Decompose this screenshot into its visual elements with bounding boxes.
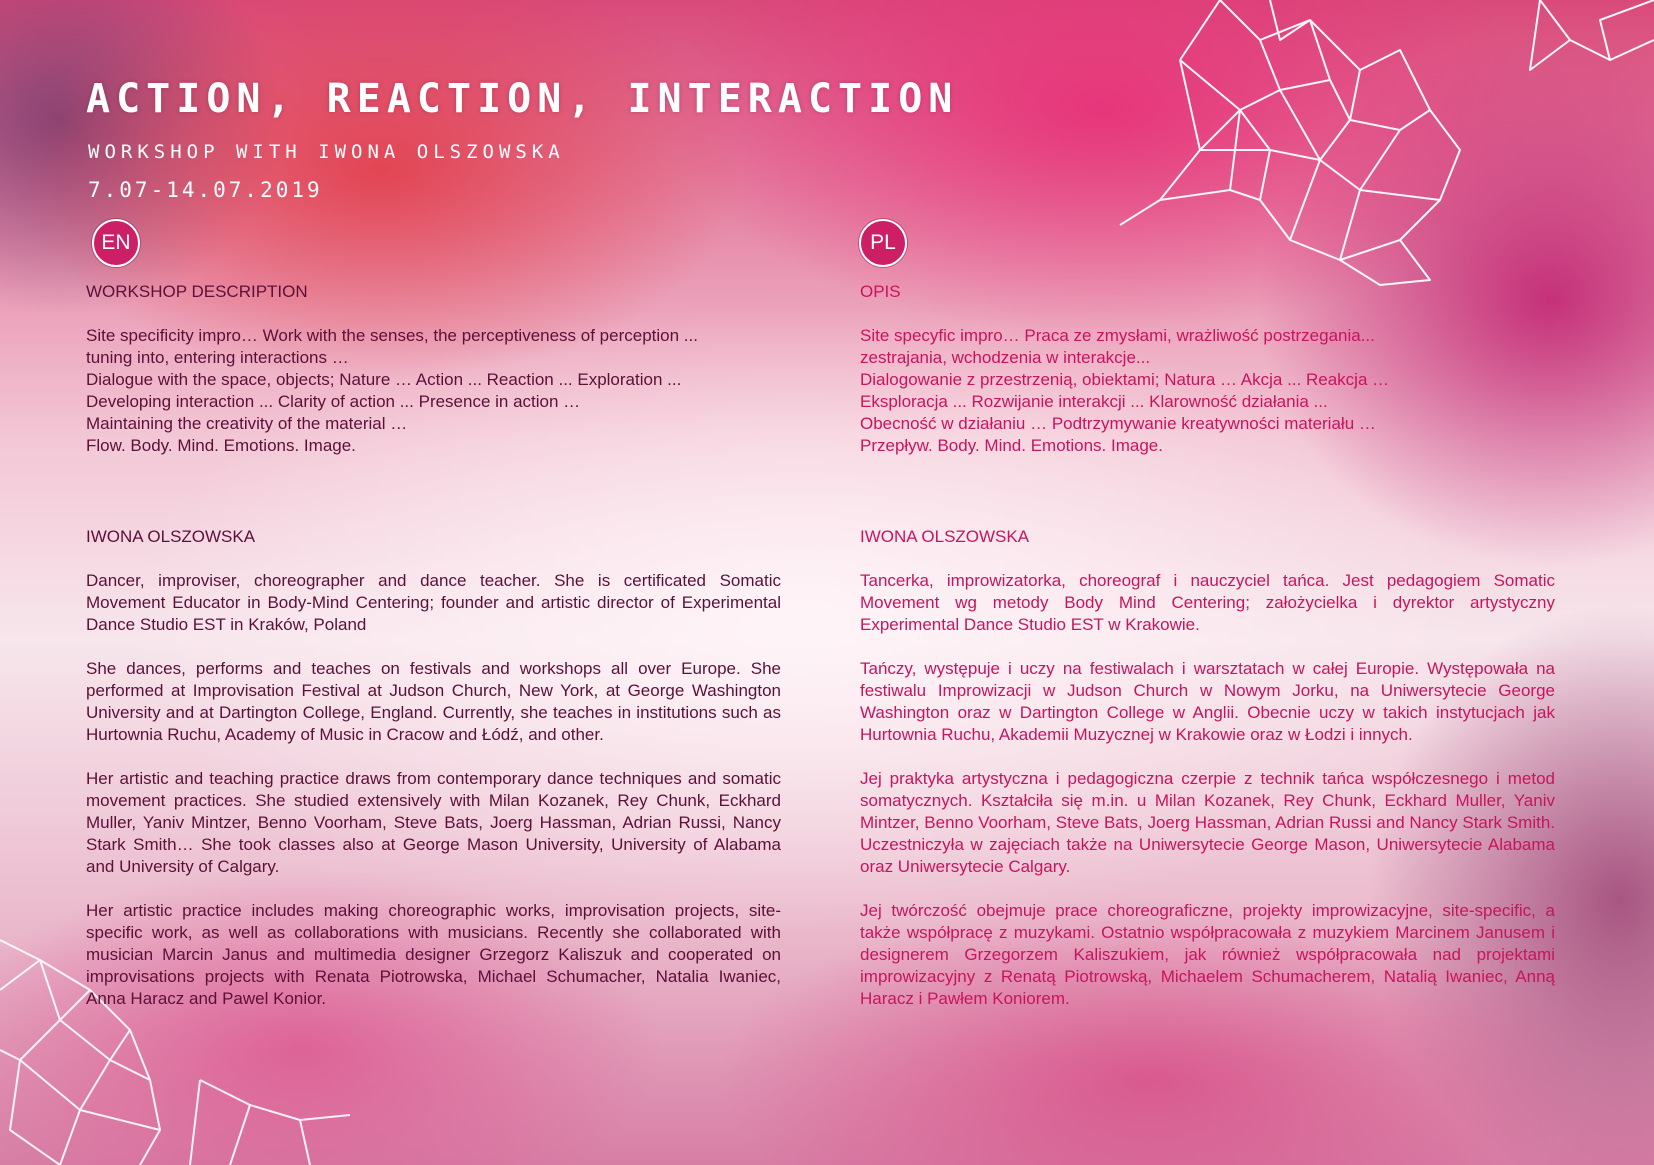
- pl-description-lines: [860, 325, 1555, 457]
- en-description-line: Developing interaction ... Clarity of action ... Presence in action …: [86, 392, 581, 411]
- language-badge-en: EN: [92, 219, 140, 267]
- pl-description-line: Przepływ. Body. Mind. Emotions. Image.: [860, 436, 1163, 455]
- pl-description-section: [860, 281, 1555, 457]
- en-description-section: [86, 281, 781, 457]
- pl-description-line: Obecność w działaniu … Podtrzymywanie kreatywności materiału …: [860, 414, 1376, 433]
- language-badge-pl: PL: [859, 219, 907, 267]
- en-description-line: Dialogue with the space, objects; Nature … Action ... Reaction ... Exploration ...: [86, 370, 682, 389]
- en-bio-section: [86, 526, 781, 1010]
- pl-description-line: Site specyfic impro… Praca ze zmysłami, wrażliwość postrzegania...: [860, 326, 1375, 345]
- en-bio-paragraph: Her artistic practice includes making choreographic works, improvisation projects, site-specific work, as well as collaborations with musicians. Recently she collaborated with musician Marcin Janus and multimedia designer Grzegorz Kaliszuk and cooperated on improvisations projects with Renata Piotrowska, Michael Schumacher, Natalia Iwaniec, Anna Haracz and Pawel Konior.: [86, 901, 781, 1008]
- en-description-heading: WORKSHOP DESCRIPTION: [86, 282, 308, 301]
- pl-bio-paragraph: Jej praktyka artystyczna i pedagogiczna czerpie z technik tańca współczesnego i metod somatycznych. Kształciła się m.in. u Milan Kozanek, Rey Chunk, Eckhard Muller, Yaniv Mintzer, Benno Voorham, Steve Bats, Joerg Hassman, Adrian Russi and Nancy Stark Smith. Uczestniczyła w zajęciach także na Uniwersytecie George Mason, Uniwersytecie Alabama oraz Uniwersytecie Calgary.: [860, 769, 1555, 876]
- en-description-line: tuning into, entering interactions …: [86, 348, 349, 367]
- en-bio-paragraph: Her artistic and teaching practice draws from contemporary dance techniques and somatic movement practices. She studied extensively with Milan Kozanek, Rey Chunk, Eckhard Muller, Yaniv Mintzer, Benno Voorham, Steve Bats, Joerg Hassman, Adrian Russi, Nancy Stark Smith… She took classes also at George Mason University, University of Alabama and University of Calgary.: [86, 769, 781, 876]
- geometric-line-art-top-right: [1100, 0, 1654, 290]
- page-subtitle: WORKSHOP WITH IWONA OLSZOWSKA: [88, 141, 565, 163]
- pl-description-line: Eksploracja ... Rozwijanie interakcji ... Klarowność działania ...: [860, 392, 1328, 411]
- en-description-line: Flow. Body. Mind. Emotions. Image.: [86, 436, 356, 455]
- pl-description-line: zestrajania, wchodzenia w interakcje...: [860, 348, 1151, 367]
- pl-description-heading: OPIS: [860, 282, 901, 301]
- pl-bio-paragraph: Tancerka, improwizatorka, choreograf i nauczyciel tańca. Jest pedagogiem Somatic Movement wg metody Body Mind Centering; założycielka i dyrektor artystyczny Experimental Dance Studio EST w Krakowie.: [860, 571, 1555, 634]
- workshop-dates: 7.07-14.07.2019: [88, 178, 323, 202]
- en-bio-paragraph: Dancer, improviser, choreographer and dance teacher. She is certificated Somatic Movement Educator in Body-Mind Centering; founder and artistic director of Experimental Dance Studio EST in Kraków, Poland: [86, 571, 781, 634]
- en-description-line: Site specificity impro… Work with the senses, the perceptiveness of perception ...: [86, 326, 698, 345]
- en-bio-heading: IWONA OLSZOWSKA: [86, 527, 256, 546]
- en-description-line: Maintaining the creativity of the material …: [86, 414, 408, 433]
- pl-bio-section: [860, 526, 1555, 1010]
- pl-bio-paragraph: Jej twórczość obejmuje prace choreograficzne, projekty improwizacyjne, site-specific, a także współpracę z muzykami. Ostatnio współpracowała z muzykiem Marcinem Janusem i designerem Grzegorzem Kaliszukiem, jak również współpracowała nad projektami improwizacyjny z Renatą Piotrowską, Michaelem Schumacherem, Natalią Iwaniec, Anną Haracz i Pawłem Koniorem.: [860, 901, 1555, 1008]
- page-title: ACTION, REACTION, INTERACTION: [86, 76, 959, 122]
- pl-bio-paragraph: Tańczy, występuje i uczy na festiwalach i warsztatach w całej Europie. Występowała na festiwalu Improwizacji w Judson Church w Nowym Jorku, na Uniwersytecie George Washington oraz w Dartington College w Anglii. Obecnie uczy w takich instytucjach jak Hurtownia Ruchu, Akademii Muzycznej w Krakowie oraz w Łodzi i innych.: [860, 659, 1555, 744]
- en-bio-paragraph: She dances, performs and teaches on festivals and workshops all over Europe. She performed at Improvisation Festival at Judson Church, New York, at George Washington University and at Dartington College, England. Currently, she teaches in institutions such as Hurtownia Ruchu, Academy of Music in Cracow and Łódź, and other.: [86, 659, 781, 744]
- pl-bio-heading: IWONA OLSZOWSKA: [860, 527, 1030, 546]
- pl-description-line: Dialogowanie z przestrzenią, obiektami; Natura … Akcja ... Reakcja …: [860, 370, 1390, 389]
- en-description-lines: [86, 325, 781, 457]
